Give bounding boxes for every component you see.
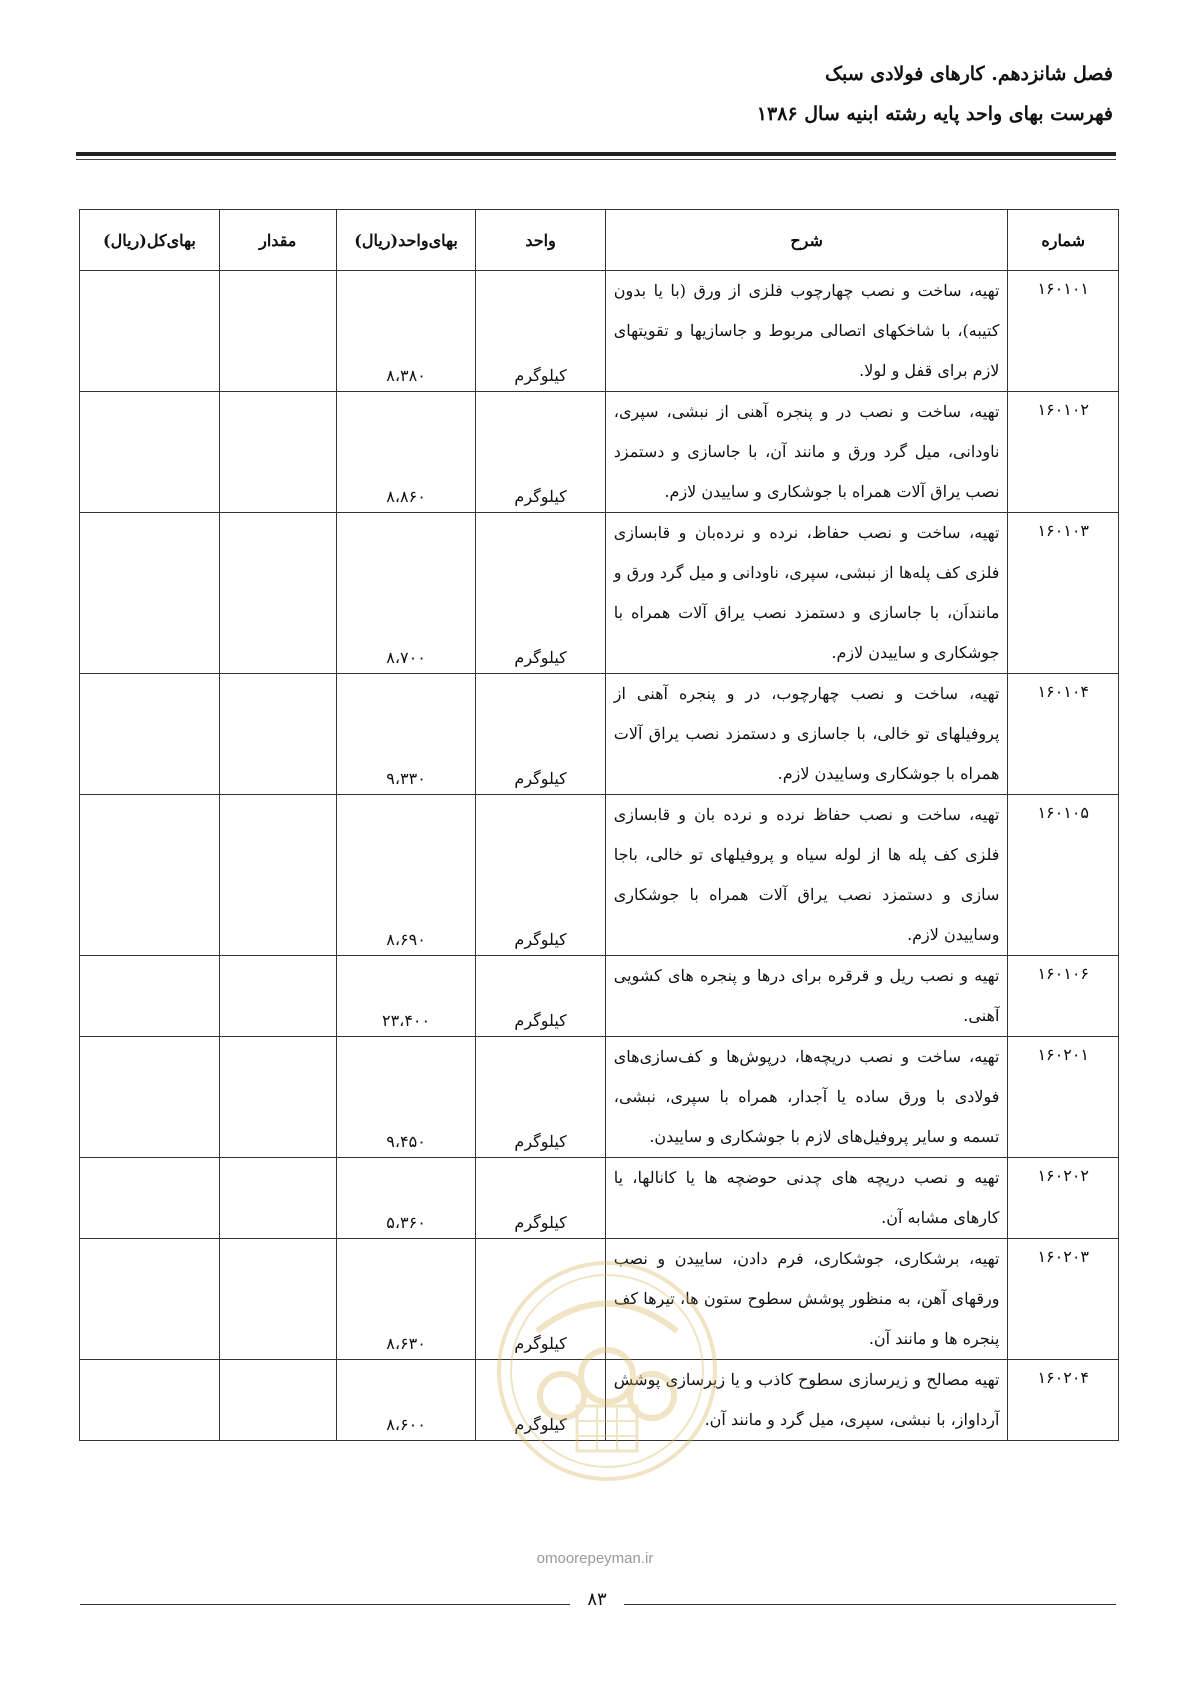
table-row: [80, 956, 1119, 1037]
item-unit-price: ۸،۳۸۰: [336, 271, 476, 392]
item-quantity: [219, 674, 336, 795]
item-quantity: [219, 1360, 336, 1441]
page-header: [757, 60, 1113, 128]
item-total-price: [80, 674, 220, 795]
item-code: ۱۶۰۱۰۱: [1008, 271, 1119, 392]
item-unit: کیلوگرم: [476, 392, 605, 513]
item-quantity: [219, 513, 336, 674]
item-quantity: [219, 271, 336, 392]
item-description: تهیه مصالح و زیرسازی سطوح کاذب و یا زیرسازی پوشش آرداواز، با نبشی، سپری، میل گرد و مانند آن.: [605, 1360, 1008, 1441]
item-quantity: [219, 1158, 336, 1239]
item-unit: کیلوگرم: [476, 1037, 605, 1158]
item-code: ۱۶۰۲۰۴: [1008, 1360, 1119, 1441]
item-unit: کیلوگرم: [476, 674, 605, 795]
item-description: تهیه، ساخت و نصب دریچه‌ها، درپوش‌ها و کف‌سازی‌های فولادی با ورق ساده یا آجدار، همراه با سپری، نبشی، تسمه و سایر پروفیل‌های لازم با جوشکاری و ساییدن.: [605, 1037, 1008, 1158]
table-row: [80, 1158, 1119, 1239]
item-total-price: [80, 795, 220, 956]
item-code: ۱۶۰۱۰۵: [1008, 795, 1119, 956]
item-total-price: [80, 1239, 220, 1360]
item-unit-price: ۸،۸۶۰: [336, 392, 476, 513]
table-row: [80, 513, 1119, 674]
table-header-row: [80, 210, 1119, 271]
item-unit-price: ۸،۶۹۰: [336, 795, 476, 956]
item-code: ۱۶۰۱۰۲: [1008, 392, 1119, 513]
item-total-price: [80, 956, 220, 1037]
item-code: ۱۶۰۲۰۲: [1008, 1158, 1119, 1239]
item-total-price: [80, 271, 220, 392]
item-unit-price: ۸،۶۳۰: [336, 1239, 476, 1360]
table-row: [80, 1037, 1119, 1158]
column-header-total-price: بهای‌کل(ریال): [80, 210, 220, 271]
table-row: [80, 271, 1119, 392]
item-unit-price: ۹،۳۳۰: [336, 674, 476, 795]
item-total-price: [80, 392, 220, 513]
item-unit-price: ۹،۴۵۰: [336, 1037, 476, 1158]
item-description: تهیه و نصب ریل و قرقره برای درها و پنجره های کشویی آهنی.: [605, 956, 1008, 1037]
item-description: تهیه، ساخت و نصب در و پنجره آهنی از نبشی، سپری، ناودانی، میل گرد ورق و مانند آن، با جاسازی و دستمزد نصب یراق آلات همراه با جوشکاری و ساییدن لازم.: [605, 392, 1008, 513]
list-title: فهرست بهای واحد پایه رشته ابنیه سال ۱۳۸۶: [756, 103, 1113, 125]
item-unit-price: ۸،۷۰۰: [336, 513, 476, 674]
footer-rule-right: [624, 1604, 1116, 1605]
item-code: ۱۶۰۲۰۱: [1008, 1037, 1119, 1158]
item-unit-price: ۸،۶۰۰: [336, 1360, 476, 1441]
table-row: [80, 795, 1119, 956]
item-total-price: [80, 1360, 220, 1441]
column-header-unit-price: بهای‌واحد(ریال): [336, 210, 476, 271]
item-description: تهیه، ساخت و نصب چهارچوب فلزی از ورق (با یا بدون کتیبه)، با شاخکهای اتصالی مربوط و جاسازیها و تقویتهای لازم برای قفل و لولا.: [605, 271, 1008, 392]
item-unit-price: ۵،۳۶۰: [336, 1158, 476, 1239]
item-code: ۱۶۰۱۰۳: [1008, 513, 1119, 674]
footer-rule-left: [80, 1604, 570, 1605]
table-row: [80, 392, 1119, 513]
column-header-unit: واحد: [476, 210, 605, 271]
item-quantity: [219, 956, 336, 1037]
column-header-description: شرح: [605, 210, 1008, 271]
column-header-quantity: مقدار: [219, 210, 336, 271]
item-quantity: [219, 392, 336, 513]
column-header-code: شماره: [1008, 210, 1119, 271]
item-unit: کیلوگرم: [476, 1360, 605, 1441]
table-row: [80, 1360, 1119, 1441]
watermark-url: omoorepeyman.ir: [536, 1550, 654, 1567]
item-quantity: [219, 1239, 336, 1360]
item-description: تهیه، ساخت و نصب چهارچوب، در و پنجره آهنی از پروفیلهای تو خالی، با جاسازی و دستمزد نصب یراق آلات همراه با جوشکاری وساییدن لازم.: [605, 674, 1008, 795]
item-unit: کیلوگرم: [476, 1158, 605, 1239]
table-row: [80, 1239, 1119, 1360]
item-unit: کیلوگرم: [476, 795, 605, 956]
item-description: تهیه، برشکاری، جوشکاری، فرم دادن، ساییدن و نصب ورقهای آهن، به منظور پوشش سطوح ستون ها، تیرها کف پنجره ها و مانند آن.: [605, 1239, 1008, 1360]
item-unit: کیلوگرم: [476, 1239, 605, 1360]
item-code: ۱۶۰۱۰۶: [1008, 956, 1119, 1037]
item-unit: کیلوگرم: [476, 271, 605, 392]
price-table: [79, 209, 1119, 1441]
item-description: تهیه، ساخت و نصب حفاظ، نرده و نرده‌بان و قابسازی فلزی کف پله‌ها از نبشی، سپری، ناودانی و میل گرد ورق و ماننداَن، با جاسازی و دستمزد نصب یراق آلات همراه با جوشکاری و ساییدن لازم.: [605, 513, 1008, 674]
item-quantity: [219, 795, 336, 956]
item-total-price: [80, 1037, 220, 1158]
item-unit-price: ۲۳،۴۰۰: [336, 956, 476, 1037]
item-total-price: [80, 1158, 220, 1239]
item-code: ۱۶۰۲۰۳: [1008, 1239, 1119, 1360]
table-row: [80, 674, 1119, 795]
item-description: تهیه و نصب دریچه های چدنی حوضچه ها یا کانالها، یا کارهای مشابه آن.: [605, 1158, 1008, 1239]
header-rule-thick: [76, 152, 1116, 156]
header-rule-thin: [76, 159, 1116, 160]
item-unit: کیلوگرم: [476, 513, 605, 674]
item-quantity: [219, 1037, 336, 1158]
chapter-title: فصل شانزدهم. کارهای فولادی سبک: [824, 63, 1113, 85]
item-description: تهیه، ساخت و نصب حفاظ نرده و نرده بان و قابسازی فلزی کف پله ها از لوله سیاه و پروفیلهای تو خالی، باجا سازی و دستمزد نصب یراق آلات همراه با جوشکاری وساییدن لازم.: [605, 795, 1008, 956]
page-number: ۸۳: [587, 1589, 607, 1610]
item-unit: کیلوگرم: [476, 956, 605, 1037]
item-total-price: [80, 513, 220, 674]
item-code: ۱۶۰۱۰۴: [1008, 674, 1119, 795]
